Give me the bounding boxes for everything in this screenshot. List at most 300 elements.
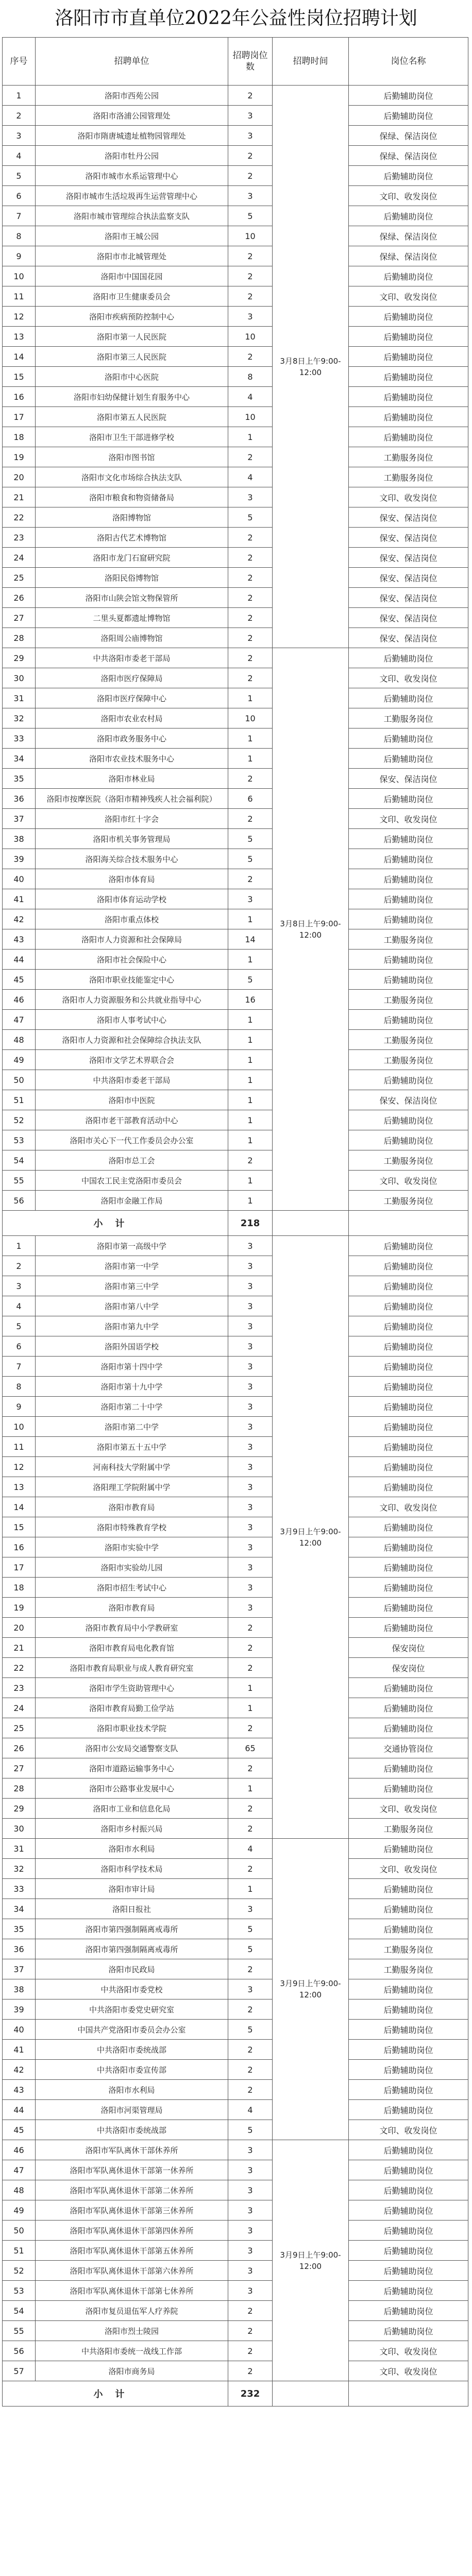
row-no: 19 — [3, 1598, 36, 1618]
row-post: 文印、收发岗位 — [349, 286, 468, 307]
row-no: 2 — [3, 106, 36, 126]
row-post: 保安岗位 — [349, 1638, 468, 1658]
row-no: 6 — [3, 186, 36, 206]
table-row — [3, 1598, 468, 1618]
table-row — [3, 487, 468, 507]
row-no: 12 — [3, 1457, 36, 1477]
row-no: 44 — [3, 2100, 36, 2120]
row-post: 工勤服务岗位 — [349, 1191, 468, 1211]
row-post: 后勤辅助岗位 — [349, 869, 468, 889]
row-post: 工勤服务岗位 — [349, 467, 468, 487]
row-post: 后勤辅助岗位 — [349, 1256, 468, 1276]
row-count: 2 — [228, 809, 273, 829]
row-no: 13 — [3, 327, 36, 347]
row-unit: 洛阳市教育局 — [36, 1497, 228, 1517]
row-count: 3 — [228, 889, 273, 909]
row-unit: 洛阳外国语学校 — [36, 1336, 228, 1357]
row-count: 3 — [228, 307, 273, 327]
table-row — [3, 1336, 468, 1357]
table-row — [3, 1437, 468, 1457]
row-post: 文印、收发岗位 — [349, 1799, 468, 1819]
table-row — [3, 1256, 468, 1276]
row-unit: 洛阳市水利局 — [36, 2080, 228, 2100]
row-post: 后勤辅助岗位 — [349, 1557, 468, 1578]
table-row — [3, 467, 468, 487]
row-no: 53 — [3, 2281, 36, 2301]
row-unit: 洛阳市人事考试中心 — [36, 1010, 228, 1030]
row-no: 30 — [3, 1819, 36, 1839]
row-unit: 洛阳市第九中学 — [36, 1316, 228, 1336]
row-post: 后勤辅助岗位 — [349, 2020, 468, 2040]
row-count: 3 — [228, 1236, 273, 1256]
row-post: 文印、收发岗位 — [349, 2361, 468, 2381]
row-no: 52 — [3, 2261, 36, 2281]
row-post: 后勤辅助岗位 — [349, 1718, 468, 1738]
row-count: 2 — [228, 447, 273, 467]
row-unit: 洛阳市第五十五中学 — [36, 1437, 228, 1457]
row-unit: 中共洛阳市委统战部 — [36, 2040, 228, 2060]
row-post: 保绿、保洁岗位 — [349, 246, 468, 266]
row-post: 保安、保洁岗位 — [349, 568, 468, 588]
row-count: 4 — [228, 2100, 273, 2120]
row-count: 2 — [228, 286, 273, 307]
table-row — [3, 2180, 468, 2200]
row-unit: 洛阳市妇幼保健计划生育服务中心 — [36, 387, 228, 407]
table-row — [3, 2261, 468, 2281]
table-row — [3, 528, 468, 548]
table-row — [3, 1979, 468, 1999]
row-unit: 洛阳博物馆 — [36, 507, 228, 528]
table-row — [3, 1130, 468, 1150]
row-count: 2 — [228, 648, 273, 668]
row-post: 后勤辅助岗位 — [349, 648, 468, 668]
table-row — [3, 106, 468, 126]
row-post: 后勤辅助岗位 — [349, 2100, 468, 2120]
table-row — [3, 1030, 468, 1050]
row-no: 47 — [3, 1010, 36, 1030]
row-post: 保安岗位 — [349, 1658, 468, 1678]
row-no: 52 — [3, 1110, 36, 1130]
recruitment-table — [2, 37, 468, 2406]
row-count: 1 — [228, 1070, 273, 1090]
row-count: 1 — [228, 728, 273, 749]
table-row — [3, 889, 468, 909]
row-unit: 中国农工民主党洛阳市委员会 — [36, 1171, 228, 1191]
row-post: 后勤辅助岗位 — [349, 1296, 468, 1316]
row-no: 14 — [3, 347, 36, 367]
table-row — [3, 1110, 468, 1130]
table-row — [3, 1799, 468, 1819]
row-unit: 洛阳市第四强制隔离戒毒所 — [36, 1919, 228, 1939]
row-post: 后勤辅助岗位 — [349, 1070, 468, 1090]
row-unit: 洛阳市军队离休退休干部第五休养所 — [36, 2241, 228, 2261]
row-post: 后勤辅助岗位 — [349, 1578, 468, 1598]
row-count: 3 — [228, 186, 273, 206]
row-count: 3 — [228, 2221, 273, 2241]
table-row — [3, 1698, 468, 1718]
row-post: 后勤辅助岗位 — [349, 1919, 468, 1939]
row-unit: 洛阳市第五人民医院 — [36, 407, 228, 427]
row-no: 3 — [3, 1276, 36, 1296]
row-post: 后勤辅助岗位 — [349, 1678, 468, 1698]
row-unit: 洛阳市城市生活垃圾再生运营管理中心 — [36, 186, 228, 206]
row-count: 65 — [228, 1738, 273, 1758]
subtotal-empty-post — [349, 2381, 468, 2406]
row-count: 1 — [228, 1698, 273, 1718]
row-count: 10 — [228, 226, 273, 246]
table-row — [3, 929, 468, 950]
row-post: 后勤辅助岗位 — [349, 2060, 468, 2080]
row-post: 后勤辅助岗位 — [349, 849, 468, 869]
row-post: 文印、收发岗位 — [349, 1171, 468, 1191]
row-no: 44 — [3, 950, 36, 970]
table-row — [3, 1477, 468, 1497]
subtotal-value: 218 — [228, 1211, 273, 1236]
row-post: 后勤辅助岗位 — [349, 970, 468, 990]
row-unit: 洛阳市人力资源和社会保障综合执法支队 — [36, 1030, 228, 1050]
table-row — [3, 1537, 468, 1557]
row-unit: 洛阳民俗博物馆 — [36, 568, 228, 588]
row-post: 后勤辅助岗位 — [349, 749, 468, 769]
row-unit: 洛阳市第二十中学 — [36, 1397, 228, 1417]
row-no: 30 — [3, 668, 36, 688]
row-unit: 中共洛阳市委宣传部 — [36, 2060, 228, 2080]
row-unit: 洛阳市政务服务中心 — [36, 728, 228, 749]
row-unit: 洛阳市军队离休干部休养所 — [36, 2140, 228, 2160]
row-unit: 洛阳市疾病预防控制中心 — [36, 307, 228, 327]
row-unit: 洛阳市特殊教育学校 — [36, 1517, 228, 1537]
table-row — [3, 2080, 468, 2100]
row-no: 22 — [3, 507, 36, 528]
table-row — [3, 307, 468, 327]
row-no: 18 — [3, 427, 36, 447]
row-no: 11 — [3, 1437, 36, 1457]
row-count: 2 — [228, 2321, 273, 2341]
row-count: 2 — [228, 86, 273, 106]
row-no: 56 — [3, 2341, 36, 2361]
table-row — [3, 1357, 468, 1377]
table-row — [3, 789, 468, 809]
table-body — [3, 86, 468, 2406]
row-unit: 洛阳市军队离休退休干部第七休养所 — [36, 2281, 228, 2301]
table-row — [3, 1678, 468, 1698]
row-post: 后勤辅助岗位 — [349, 427, 468, 447]
row-count: 3 — [228, 1256, 273, 1276]
row-count: 1 — [228, 1191, 273, 1211]
row-count: 3 — [228, 2241, 273, 2261]
row-post: 文印、收发岗位 — [349, 2341, 468, 2361]
row-unit: 洛阳市红十字会 — [36, 809, 228, 829]
row-no: 36 — [3, 1939, 36, 1959]
table-row — [3, 1557, 468, 1578]
row-no: 51 — [3, 2241, 36, 2261]
row-unit: 洛阳市牡丹公园 — [36, 146, 228, 166]
row-no: 25 — [3, 568, 36, 588]
row-post: 后勤辅助岗位 — [349, 829, 468, 849]
row-count: 1 — [228, 749, 273, 769]
table-row — [3, 1819, 468, 1839]
row-post: 后勤辅助岗位 — [349, 1457, 468, 1477]
row-count: 3 — [228, 1457, 273, 1477]
row-unit: 洛阳市教育局电化教育馆 — [36, 1638, 228, 1658]
row-count: 1 — [228, 1050, 273, 1070]
row-count: 2 — [228, 1819, 273, 1839]
row-unit: 洛阳市总工会 — [36, 1150, 228, 1171]
row-no: 20 — [3, 467, 36, 487]
table-row — [3, 749, 468, 769]
table-row — [3, 1758, 468, 1778]
table-row — [3, 1859, 468, 1879]
row-post: 交通协管岗位 — [349, 1738, 468, 1758]
row-unit: 洛阳市关心下一代工作委员会办公室 — [36, 1130, 228, 1150]
row-no: 25 — [3, 1718, 36, 1738]
table-row — [3, 849, 468, 869]
row-unit: 中共洛阳市委党校 — [36, 1979, 228, 1999]
row-time: 3月8日上午9:00-12:00 — [273, 86, 349, 648]
row-post: 保安、保洁岗位 — [349, 769, 468, 789]
row-no: 24 — [3, 548, 36, 568]
row-post: 后勤辅助岗位 — [349, 1618, 468, 1638]
row-post: 工勤服务岗位 — [349, 929, 468, 950]
row-post: 后勤辅助岗位 — [349, 909, 468, 929]
table-row — [3, 126, 468, 146]
row-post: 工勤服务岗位 — [349, 447, 468, 467]
row-post: 后勤辅助岗位 — [349, 1377, 468, 1397]
row-time: 3月9日上午9:00-12:00 — [273, 2140, 349, 2381]
table-row — [3, 1638, 468, 1658]
row-no: 7 — [3, 206, 36, 226]
row-count: 3 — [228, 2180, 273, 2200]
row-unit: 洛阳市粮食和物资储备局 — [36, 487, 228, 507]
row-count: 1 — [228, 427, 273, 447]
row-no: 4 — [3, 146, 36, 166]
row-count: 2 — [228, 1718, 273, 1738]
row-no: 49 — [3, 2200, 36, 2221]
table-row — [3, 327, 468, 347]
table-row — [3, 1070, 468, 1090]
row-post: 后勤辅助岗位 — [349, 1758, 468, 1778]
row-post: 保安、保洁岗位 — [349, 1090, 468, 1110]
row-count: 2 — [228, 1799, 273, 1819]
row-unit: 洛阳市第十九中学 — [36, 1377, 228, 1397]
row-post: 后勤辅助岗位 — [349, 2281, 468, 2301]
row-unit: 洛阳市烈士陵园 — [36, 2321, 228, 2341]
row-no: 49 — [3, 1050, 36, 1070]
row-no: 57 — [3, 2361, 36, 2381]
row-no: 46 — [3, 990, 36, 1010]
row-count: 3 — [228, 1417, 273, 1437]
row-unit: 洛阳市公路事业发展中心 — [36, 1778, 228, 1799]
table-row — [3, 2341, 468, 2361]
table-row — [3, 628, 468, 648]
row-count: 3 — [228, 1357, 273, 1377]
row-no: 8 — [3, 226, 36, 246]
row-no: 5 — [3, 166, 36, 186]
row-count: 2 — [228, 2341, 273, 2361]
row-no: 32 — [3, 708, 36, 728]
table-row — [3, 1879, 468, 1899]
table-row — [3, 688, 468, 708]
subtotal-label: 小计 — [3, 2381, 228, 2406]
row-no: 13 — [3, 1477, 36, 1497]
row-unit: 中国共产党洛阳市委员会办公室 — [36, 2020, 228, 2040]
row-no: 10 — [3, 1417, 36, 1437]
table-row — [3, 2301, 468, 2321]
row-count: 2 — [228, 246, 273, 266]
row-count: 3 — [228, 106, 273, 126]
row-count: 2 — [228, 1658, 273, 1678]
row-count: 2 — [228, 1758, 273, 1778]
row-count: 3 — [228, 1899, 273, 1919]
row-unit: 洛阳市人力资源服务和公共就业指导中心 — [36, 990, 228, 1010]
row-post: 后勤辅助岗位 — [349, 1276, 468, 1296]
row-no: 40 — [3, 2020, 36, 2040]
row-post: 后勤辅助岗位 — [349, 1397, 468, 1417]
row-unit: 洛阳市林业局 — [36, 769, 228, 789]
row-unit: 洛阳市第四强制隔离戒毒所 — [36, 1939, 228, 1959]
row-count: 2 — [228, 2080, 273, 2100]
row-post: 后勤辅助岗位 — [349, 2180, 468, 2200]
row-count: 3 — [228, 1598, 273, 1618]
row-unit: 洛阳市乡村振兴局 — [36, 1819, 228, 1839]
row-no: 18 — [3, 1578, 36, 1598]
row-count: 2 — [228, 1150, 273, 1171]
row-no: 1 — [3, 86, 36, 106]
row-post: 后勤辅助岗位 — [349, 1598, 468, 1618]
table-row — [3, 1236, 468, 1256]
row-unit: 洛阳市民政局 — [36, 1959, 228, 1979]
row-count: 4 — [228, 1839, 273, 1859]
row-post: 工勤服务岗位 — [349, 1030, 468, 1050]
row-unit: 洛阳市人力资源和社会保障局 — [36, 929, 228, 950]
table-row — [3, 1090, 468, 1110]
row-count: 3 — [228, 1497, 273, 1517]
table-row — [3, 2241, 468, 2261]
row-no: 41 — [3, 889, 36, 909]
row-unit: 洛阳市军队离休退休干部第四休养所 — [36, 2221, 228, 2241]
table-row — [3, 990, 468, 1010]
row-unit: 洛阳市文化市场综合执法支队 — [36, 467, 228, 487]
subtotal-empty-time — [273, 2381, 349, 2406]
row-post: 后勤辅助岗位 — [349, 1698, 468, 1718]
row-no: 40 — [3, 869, 36, 889]
table-row — [3, 2100, 468, 2120]
row-count: 3 — [228, 2160, 273, 2180]
row-no: 11 — [3, 286, 36, 307]
row-no: 16 — [3, 387, 36, 407]
row-unit: 洛阳市卫生健康委员会 — [36, 286, 228, 307]
row-count: 2 — [228, 1638, 273, 1658]
row-unit: 洛阳市按摩医院（洛阳市精神残疾人社会福利院） — [36, 789, 228, 809]
row-no: 34 — [3, 749, 36, 769]
row-unit: 洛阳市第一高级中学 — [36, 1236, 228, 1256]
row-post: 后勤辅助岗位 — [349, 2140, 468, 2160]
row-unit: 洛阳市体育局 — [36, 869, 228, 889]
row-post: 保绿、保洁岗位 — [349, 126, 468, 146]
row-no: 6 — [3, 1336, 36, 1357]
row-count: 14 — [228, 929, 273, 950]
table-row — [3, 1010, 468, 1030]
row-no: 5 — [3, 1316, 36, 1336]
row-unit: 洛阳市体育运动学校 — [36, 889, 228, 909]
row-post: 后勤辅助岗位 — [349, 106, 468, 126]
row-no: 43 — [3, 929, 36, 950]
row-count: 2 — [228, 266, 273, 286]
row-no: 28 — [3, 628, 36, 648]
row-count: 1 — [228, 1778, 273, 1799]
row-unit: 洛阳市卫生干部进修学校 — [36, 427, 228, 447]
row-count: 1 — [228, 1171, 273, 1191]
row-unit: 洛阳日报社 — [36, 1899, 228, 1919]
row-post: 后勤辅助岗位 — [349, 327, 468, 347]
row-no: 26 — [3, 1738, 36, 1758]
row-post: 后勤辅助岗位 — [349, 2241, 468, 2261]
row-no: 7 — [3, 1357, 36, 1377]
row-post: 工勤服务岗位 — [349, 1819, 468, 1839]
row-unit: 中共洛阳市委党史研究室 — [36, 1999, 228, 2020]
row-count: 1 — [228, 1130, 273, 1150]
row-count: 1 — [228, 909, 273, 929]
table-row — [3, 909, 468, 929]
table-row — [3, 1377, 468, 1397]
row-count: 5 — [228, 2120, 273, 2140]
table-row — [3, 769, 468, 789]
row-unit: 洛阳市河渠管理局 — [36, 2100, 228, 2120]
row-unit: 洛阳市城市管理综合执法监察支队 — [36, 206, 228, 226]
row-time: 3月9日上午9:00-12:00 — [273, 1236, 349, 1839]
row-post: 后勤辅助岗位 — [349, 950, 468, 970]
row-unit: 洛阳市商务局 — [36, 2361, 228, 2381]
table-row — [3, 1171, 468, 1191]
row-post: 文印、收发岗位 — [349, 186, 468, 206]
table-row — [3, 548, 468, 568]
row-unit: 洛阳市西苑公园 — [36, 86, 228, 106]
row-post: 工勤服务岗位 — [349, 1050, 468, 1070]
row-post: 保安、保洁岗位 — [349, 507, 468, 528]
row-count: 2 — [228, 548, 273, 568]
row-post: 后勤辅助岗位 — [349, 206, 468, 226]
row-no: 20 — [3, 1618, 36, 1638]
subtotal-row — [3, 1211, 468, 1236]
row-post: 工勤服务岗位 — [349, 1939, 468, 1959]
row-post: 保绿、保洁岗位 — [349, 226, 468, 246]
row-no: 35 — [3, 1919, 36, 1939]
row-unit: 洛阳市学生资助管理中心 — [36, 1678, 228, 1698]
row-unit: 洛阳市科学技术局 — [36, 1859, 228, 1879]
subtotal-row — [3, 2381, 468, 2406]
row-unit: 洛阳市教育局勤工俭学站 — [36, 1698, 228, 1718]
header-post: 岗位名称 — [349, 38, 468, 86]
row-post: 后勤辅助岗位 — [349, 728, 468, 749]
row-no: 33 — [3, 1879, 36, 1899]
table-row — [3, 2040, 468, 2060]
table-row — [3, 1658, 468, 1678]
row-no: 9 — [3, 246, 36, 266]
row-post: 后勤辅助岗位 — [349, 1839, 468, 1859]
row-post: 文印、收发岗位 — [349, 2120, 468, 2140]
table-row — [3, 1517, 468, 1537]
row-count: 3 — [228, 1336, 273, 1357]
row-unit: 洛阳市医疗保障局 — [36, 668, 228, 688]
row-post: 保安、保洁岗位 — [349, 608, 468, 628]
row-unit: 洛阳市山陕会馆文物保管所 — [36, 588, 228, 608]
table-row — [3, 1050, 468, 1070]
row-no: 8 — [3, 1377, 36, 1397]
row-count: 5 — [228, 1919, 273, 1939]
row-unit: 洛阳市王城公园 — [36, 226, 228, 246]
row-no: 24 — [3, 1698, 36, 1718]
row-count: 5 — [228, 206, 273, 226]
